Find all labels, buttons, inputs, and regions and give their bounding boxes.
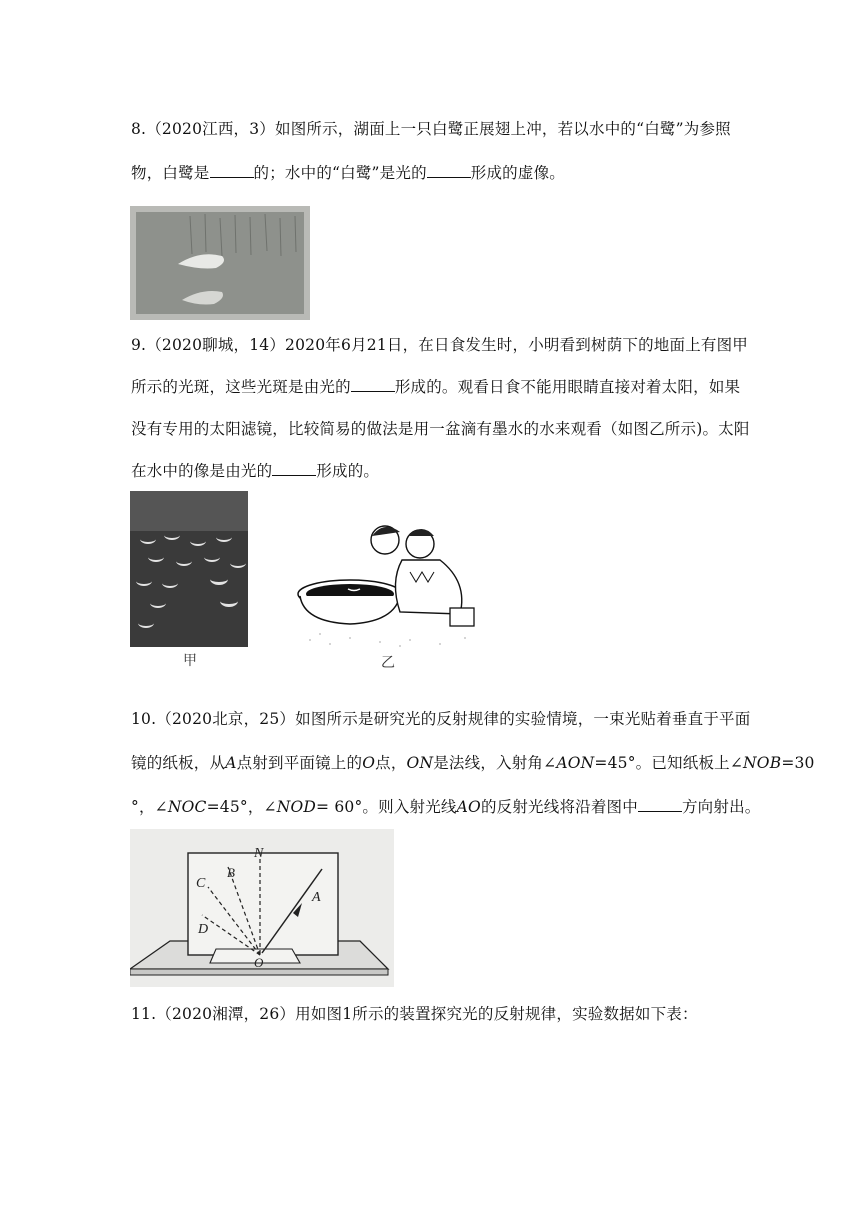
label-a: A [312,890,321,905]
q10-line-1: 10.（2020北京，25）如图所示是研究光的反射规律的实验情境，一束光贴着垂直于平面 [131,710,751,728]
q9-line-2: 所示的光斑，这些光斑是由光的 形成的。观看日食不能用眼睛直接对着太阳，如果 [131,378,741,396]
label-d: D [198,922,209,937]
label-c: C [196,876,206,891]
q9-line-3: 没有专用的太阳滤镜，比较简易的做法是用一盆滴有墨水的水来观看（如图乙所示)。太阳 [131,420,750,438]
children-basin-drawing [290,522,490,650]
caption-jia: 甲 [183,653,197,669]
caption-yi: 乙 [381,655,395,671]
answer-blank [638,797,682,812]
q8-line-2: 物，白鹭是 的；水中的“白鹭”是光的 形成的虚像。 [131,164,565,182]
answer-blank [351,377,395,392]
answer-blank [210,163,254,178]
reflection-experiment-figure [130,829,394,987]
light-spots-photo [130,491,248,649]
q8-line-1: 8.（2020江西，3）如图所示，湖面上一只白鹭正展翅上冲，若以水中的“白鹭”为参照 [131,120,731,138]
q9-line-4: 在水中的像是由光的 形成的。 [131,462,380,480]
q11-line-1: 11.（2020湘潭，26）用如图1所示的装置探究光的反射规律，实验数据如下表： [131,1005,698,1023]
q9-line-1: 9.（2020聊城，14）2020年6月21日，在日食发生时，小明看到树荫下的地面上有图甲 [131,336,748,354]
label-o: O [254,955,264,970]
answer-blank [272,461,316,476]
egret-photo [130,206,310,320]
label-b: B [227,865,235,880]
label-n: N [254,846,264,861]
q10-line-3: °，∠NOC=45°，∠NOD= 60°。则入射光线AO的反射光线将沿着图中 方向射出。 [131,798,761,816]
q10-line-2: 镜的纸板，从A点射到平面镜上的O点，ON是法线，入射角∠AON=45°。已知纸板上∠NOB=30 [131,754,815,772]
answer-blank [427,163,471,178]
